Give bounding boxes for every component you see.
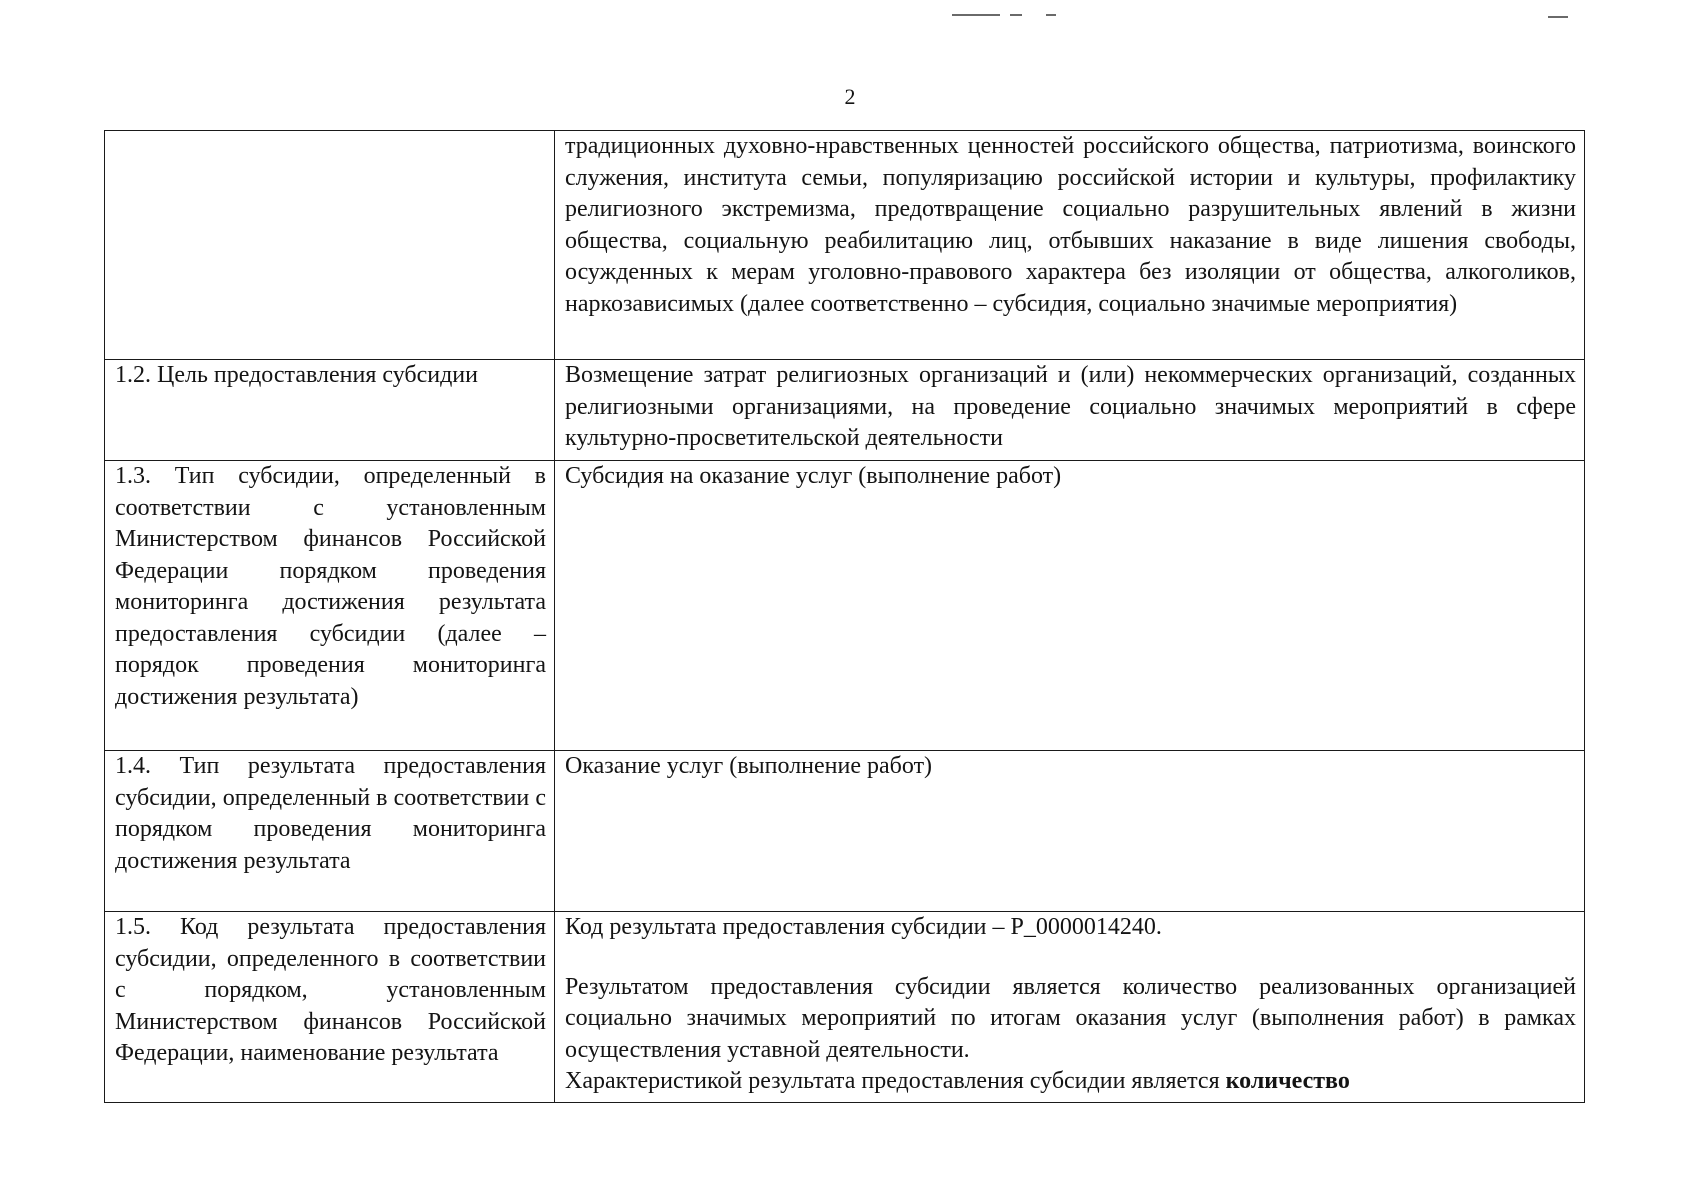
row-value-text: Субсидия на оказание услуг (выполнение работ)	[565, 463, 1062, 489]
row-label: 1.3. Тип субсидии, определенный в соответствии с установленным Министерством финансов Российской Федерации порядком проведения мониторинга достижения результата предоставления субсидии (далее – порядок проведения мониторинга достижения результата)	[105, 461, 555, 751]
scan-artifact	[1046, 14, 1056, 16]
row-value	[555, 360, 1585, 461]
row-value-text: традиционных духовно-нравственных ценностей российского общества, патриотизма, воинского служения, института семьи, популяризацию российской истории и культуры, профилактику религиозного экстремизма, предотвращение социально разрушительных явлений в жизни общества, социальную реабилитацию лиц, отбывших наказание в виде лишения свободы, осужденных к мерам уголовно-правового характера без изоляции от общества, алкоголиков, наркозависимых (далее соответственно – субсидия, социально значимые мероприятия)	[565, 133, 1576, 317]
row-label: 1.2. Цель предоставления субсидии	[105, 360, 555, 461]
table-row	[105, 131, 1585, 360]
row-value-text: Возмещение затрат религиозных организаций и (или) некоммерческих организаций, созданных религиозными организациями, на проведение социально значимых мероприятий в сфере культурно-просветительской деятельности	[565, 362, 1576, 451]
table-row	[105, 912, 1585, 1103]
row-value	[555, 461, 1585, 751]
row-value-text: Оказание услуг (выполнение работ)	[565, 753, 933, 779]
table-row	[105, 461, 1585, 751]
row-value	[555, 751, 1585, 912]
row-value	[555, 912, 1585, 1103]
page-number: 2	[844, 84, 856, 109]
table-row	[105, 360, 1585, 461]
subsidy-info-table	[104, 130, 1585, 1103]
result-characteristic-bold: количество	[1225, 1068, 1350, 1094]
result-code-text: Код результата предоставления субсидии – P_0000014240.	[565, 914, 1162, 940]
row-value	[555, 131, 1585, 360]
scan-artifact	[1548, 16, 1568, 18]
table-row	[105, 751, 1585, 912]
result-characteristic-text	[565, 1066, 1576, 1098]
row-label	[105, 131, 555, 360]
row-label: 1.4. Тип результата предоставления субсидии, определенный в соответствии с порядком проведения мониторинга достижения результата	[105, 751, 555, 912]
scan-artifact	[952, 14, 1000, 16]
row-label: 1.5. Код результата предоставления субсидии, определенного в соответствии с порядком, установленным Министерством финансов Российской Федерации, наименование результата	[105, 912, 555, 1103]
scan-artifact	[1010, 14, 1022, 16]
result-description-text: Результатом предоставления субсидии является количество реализованных организацией социально значимых мероприятий по итогам оказания услуг (выполнения работ) в рамках осуществления уставной деятельности.	[565, 973, 1576, 1063]
result-characteristic-lead: Характеристикой результата предоставления субсидии является	[565, 1068, 1220, 1094]
